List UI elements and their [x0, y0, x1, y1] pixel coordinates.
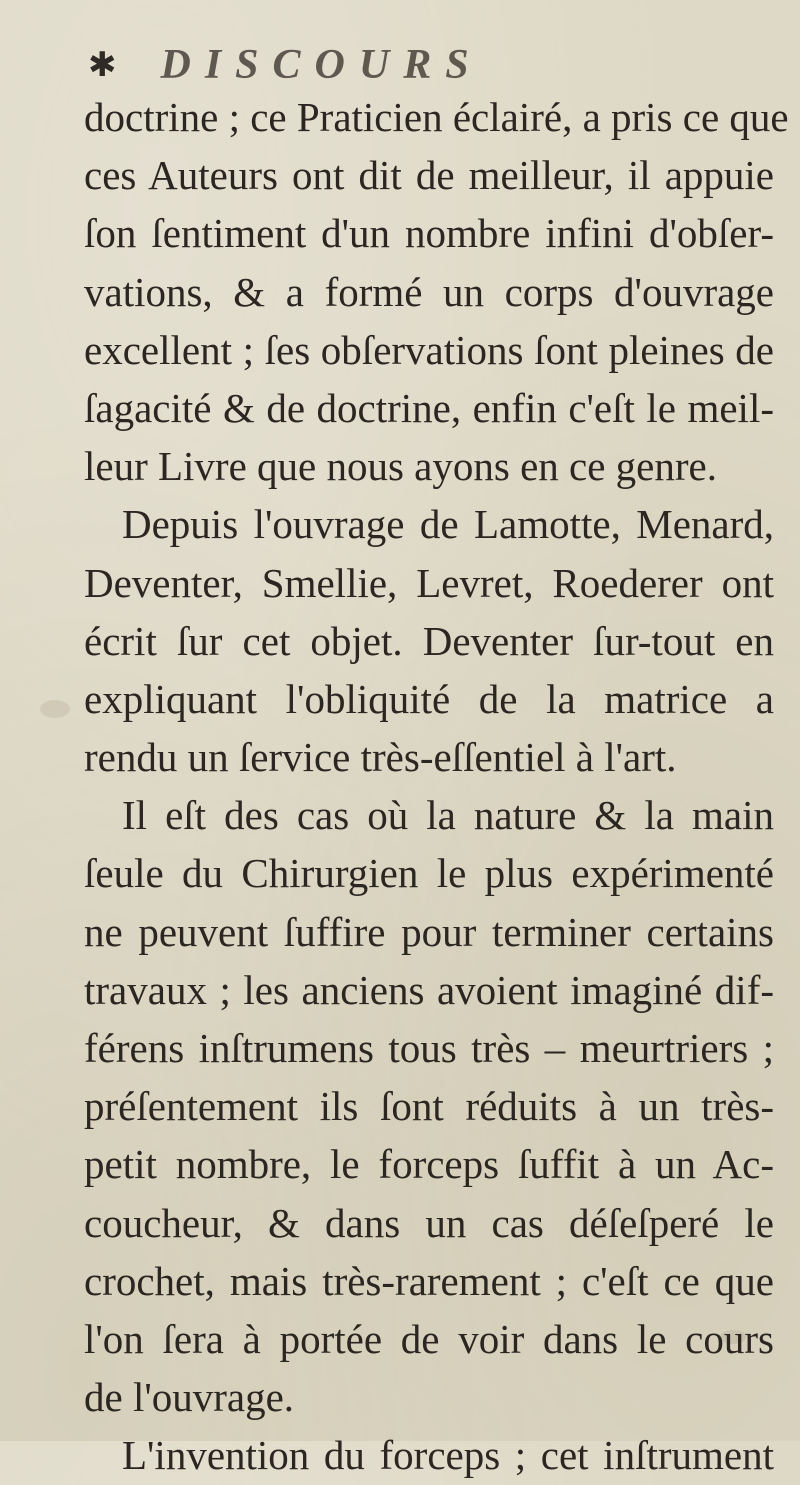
- text-line: expliquant l'obliquité de la matrice a: [84, 675, 774, 722]
- asterisk-ornament-icon: ✱: [88, 45, 117, 85]
- text-line: excellent ; ſes obſervations ſont pleines de: [84, 326, 774, 373]
- text-line: doctrine ; ce Praticien éclairé, a pris ce que: [84, 94, 789, 140]
- text-line: ces Auteurs ont dit de meilleur, il appuie: [84, 152, 774, 199]
- text-line: Deventer, Smellie, Levret, Roederer ont: [84, 559, 774, 606]
- text-line: petit nombre, le forceps ſuffit à un Ac-: [84, 1141, 774, 1188]
- text-line: préſentement ils ſont réduits à un très-: [84, 1083, 774, 1130]
- text-line: ſeule du Chirurgien le plus expérimenté: [84, 850, 774, 897]
- text-line: leur Livre que nous ayons en ce genre.: [84, 443, 717, 490]
- text-line: de l'ouvrage.: [84, 1374, 295, 1421]
- text-line: travaux ; les anciens avoient imaginé dif-: [84, 966, 774, 1013]
- text-line: crochet, mais très-rarement ; c'eſt ce que: [84, 1257, 774, 1304]
- body-text: [84, 88, 789, 1485]
- paper-stain: [40, 700, 70, 718]
- text-line: Depuis l'ouvrage de Lamotte, Menard,: [122, 501, 774, 548]
- text-line: férens inſtrumens tous très – meurtriers ;: [84, 1025, 774, 1071]
- text-line: l'on ſera à portée de voir dans le cours: [84, 1315, 774, 1362]
- text-line: coucheur, & dans un cas déſeſperé le: [84, 1199, 774, 1246]
- text-line: rendu un ſervice très-eſſentiel à l'art.: [84, 734, 677, 781]
- page-header: [88, 40, 483, 90]
- text-line: Il eſt des cas où la nature & la main: [122, 792, 774, 839]
- text-line: ſon ſentiment d'un nombre infini d'obſer-: [84, 210, 774, 257]
- text-line: écrit ſur cet objet. Deventer ſur-tout en: [84, 617, 774, 664]
- text-line: ſagacité & de doctrine, enfin c'eſt le meil-: [84, 384, 774, 431]
- running-head: DISCOURS: [160, 42, 483, 88]
- text-line: vations, & a formé un corps d'ouvrage: [84, 268, 774, 315]
- text-line: L'invention du forceps ; cet inſtrument: [122, 1432, 774, 1479]
- text-line: ne peuvent ſuffire pour terminer certains: [84, 908, 774, 955]
